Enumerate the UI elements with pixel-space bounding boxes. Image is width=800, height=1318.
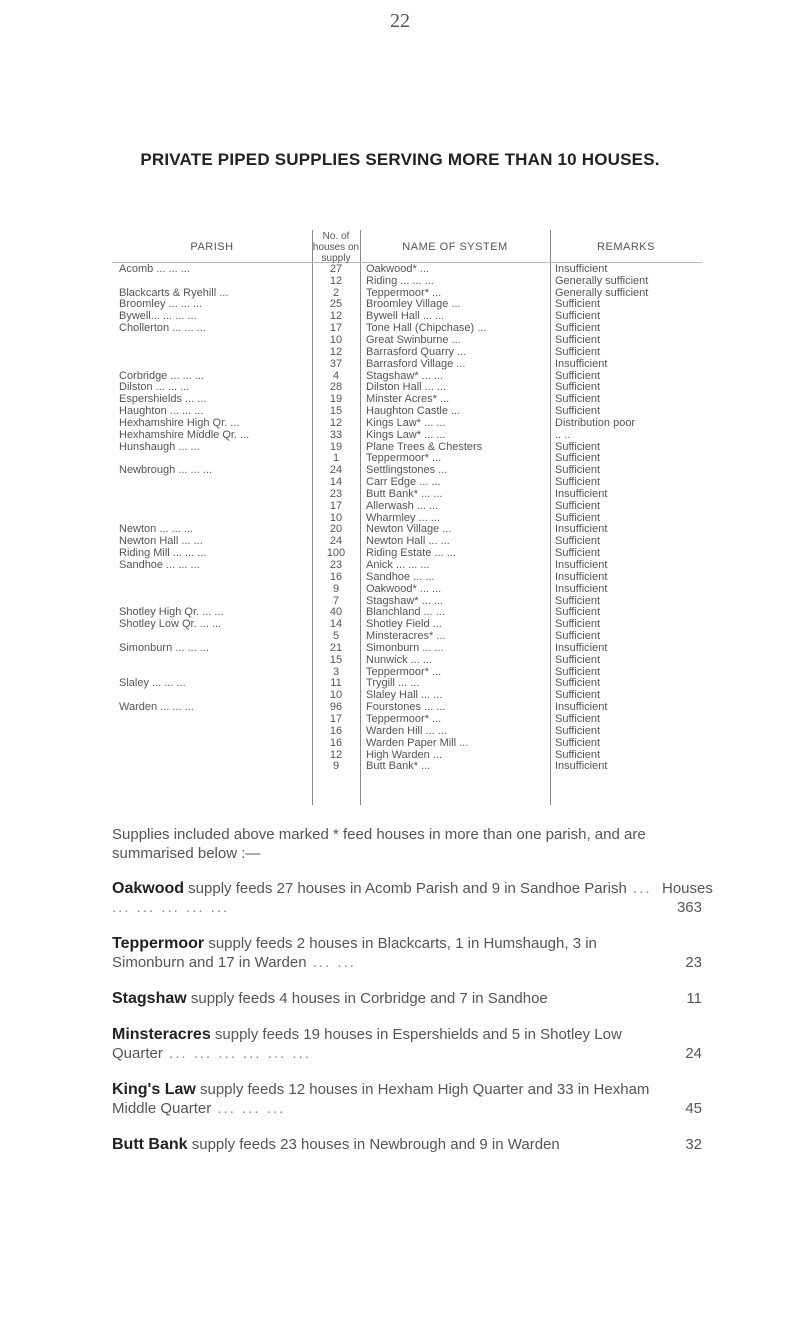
table-row (112, 701, 702, 713)
table-row (112, 725, 702, 737)
parish-cell: Bywell... ... ... ... (119, 310, 197, 323)
summary-item (112, 1025, 702, 1063)
houses-cell: 17 (329, 322, 343, 335)
remarks-cell: Sufficient (555, 547, 601, 560)
supply-description: supply feeds 23 houses in Newbrough and 9 in Warden (187, 1136, 560, 1153)
houses-total (662, 953, 702, 972)
summary-text (112, 989, 652, 1008)
houses-cell: 96 (329, 701, 343, 714)
table-row (112, 346, 702, 358)
supply-name: Oakwood (112, 880, 185, 897)
table-row (112, 453, 702, 465)
summary-text (112, 879, 652, 917)
remarks-cell: Sufficient (555, 724, 601, 737)
table-row (112, 476, 702, 488)
houses-cell: 37 (329, 357, 343, 370)
parish-cell: Warden ... ... ... (119, 701, 194, 714)
supply-name: Stagshaw (112, 990, 187, 1007)
houses-cell: 40 (329, 606, 343, 619)
remarks-cell: Sufficient (555, 393, 601, 406)
summary-item (112, 934, 702, 972)
houses-cell: 15 (329, 405, 343, 418)
houses-cell: 1 (332, 452, 340, 465)
houses-cell: 25 (329, 298, 343, 311)
supplies-table (112, 232, 702, 772)
system-cell: Barrasford Village ... (366, 357, 466, 370)
houses-cell: 17 (329, 499, 343, 512)
remarks-cell: Insufficient (555, 760, 608, 773)
supply-name: Butt Bank (112, 1136, 188, 1153)
parish-cell: Hexhamshire Middle Qr. ... (119, 428, 250, 441)
table-row (112, 642, 702, 654)
houses-total (662, 879, 713, 917)
remarks-cell: Insufficient (555, 262, 608, 275)
table-row (112, 666, 702, 678)
system-cell: Dilston Hall ... ... (366, 381, 447, 394)
houses-cell: 16 (329, 724, 343, 737)
remarks-cell: Sufficient (555, 606, 601, 619)
houses-total (662, 1044, 702, 1063)
table-row (112, 441, 702, 453)
summary-item (112, 879, 713, 917)
houses-total (662, 1135, 702, 1154)
houses-cell: 24 (329, 464, 343, 477)
houses-cell: 9 (332, 582, 340, 595)
table-row (112, 535, 702, 547)
system-cell: Settlingstones ... (366, 464, 448, 477)
header-system: NAME OF SYSTEM (402, 241, 508, 253)
summary-notes (112, 825, 713, 1171)
houses-cell: 2 (332, 286, 340, 299)
system-cell: Warden Hill ... ... (366, 724, 447, 737)
houses-value: 11 (686, 990, 702, 1007)
supply-name: King's Law (112, 1081, 196, 1098)
remarks-cell: Insufficient (555, 357, 608, 370)
parish-cell: Riding Mill ... ... ... (119, 547, 207, 560)
leader-dots: ... ... (306, 954, 356, 971)
table-row (112, 749, 702, 761)
remarks-cell: Sufficient (555, 630, 601, 643)
system-cell: Simonburn ... ... (366, 641, 444, 654)
houses-cell: 27 (329, 262, 343, 275)
table-row (112, 488, 702, 500)
system-cell: Teppermoor* ... (366, 452, 442, 465)
houses-cell: 10 (329, 333, 343, 346)
parish-cell: Chollerton ... ... ... (119, 322, 206, 335)
system-cell: Kings Law* ... ... (366, 416, 446, 429)
parish-cell: Shotley High Qr. ... ... (119, 606, 224, 619)
system-cell: Newton Village ... (366, 523, 452, 536)
supply-description: supply feeds 19 houses in Espershields and 5 in Shotley Low Quarter (112, 1026, 622, 1062)
table-row (112, 618, 702, 630)
remarks-cell: Sufficient (555, 748, 601, 761)
system-cell: Sandhoe ... ... (366, 570, 435, 583)
parish-cell: Simonburn ... ... ... (119, 641, 209, 654)
remarks-cell: Sufficient (555, 712, 601, 725)
table-row (112, 630, 702, 642)
table-row (112, 559, 702, 571)
houses-total (662, 989, 702, 1008)
summary-item (112, 1135, 702, 1154)
parish-cell: Dilston ... ... ... (119, 381, 190, 394)
houses-cell: 21 (329, 641, 343, 654)
system-cell: Trygill ... ... (366, 677, 420, 690)
table-row (112, 393, 702, 405)
remarks-cell: Sufficient (555, 677, 601, 690)
parish-cell: Newbrough ... ... ... (119, 464, 212, 477)
houses-cell: 12 (329, 416, 343, 429)
header-parish: PARISH (190, 241, 234, 253)
parish-cell: Blackcarts & Ryehill ... (119, 286, 229, 299)
remarks-cell: Sufficient (555, 333, 601, 346)
system-cell: Teppermoor* ... (366, 665, 442, 678)
system-cell: Minsteracres* ... (366, 630, 446, 643)
houses-cell: 12 (329, 274, 343, 287)
system-cell: Anick ... ... ... (366, 559, 430, 572)
parish-cell: Slaley ... ... ... (119, 677, 186, 690)
table-row (112, 595, 702, 607)
remarks-cell: Sufficient (555, 665, 601, 678)
leader-dots: ... ... ... ... ... ... (112, 880, 652, 916)
houses-cell: 17 (329, 712, 343, 725)
summary-text (112, 1025, 652, 1063)
houses-value: 363 (676, 899, 702, 916)
table-row (112, 512, 702, 524)
table-row (112, 713, 702, 725)
parish-cell: Corbridge ... ... ... (119, 369, 204, 382)
table-row (112, 370, 702, 382)
parish-cell: Broomley ... ... ... (119, 298, 203, 311)
houses-cell: 12 (329, 310, 343, 323)
remarks-cell: Sufficient (555, 405, 601, 418)
remarks-cell: Insufficient (555, 559, 608, 572)
table-row (112, 583, 702, 595)
table-row (112, 654, 702, 666)
houses-cell: 3 (332, 665, 340, 678)
houses-total (662, 1099, 702, 1118)
remarks-cell: Sufficient (555, 689, 601, 702)
system-cell: Oakwood* ... ... (366, 582, 442, 595)
remarks-cell: Sufficient (555, 464, 601, 477)
table-row (112, 334, 702, 346)
houses-label: Houses (662, 880, 713, 897)
parish-cell: Newton ... ... ... (119, 523, 193, 536)
remarks-cell: Sufficient (555, 369, 601, 382)
remarks-cell: Sufficient (555, 381, 601, 394)
system-cell: Teppermoor* ... (366, 712, 442, 725)
remarks-cell: Insufficient (555, 570, 608, 583)
table-row (112, 322, 702, 334)
remarks-cell: Sufficient (555, 499, 601, 512)
system-cell: Teppermoor* ... (366, 286, 442, 299)
remarks-cell: Sufficient (555, 345, 601, 358)
system-cell: Wharmley ... ... (366, 511, 440, 524)
remarks-cell: Sufficient (555, 736, 601, 749)
houses-cell: 14 (329, 618, 343, 631)
table-row (112, 500, 702, 512)
houses-cell: 28 (329, 381, 343, 394)
houses-cell: 16 (329, 736, 343, 749)
leader-dots: ... ... ... ... ... ... (162, 1045, 311, 1062)
summary-text (112, 934, 652, 972)
remarks-cell: .. .. (555, 428, 571, 441)
header-remarks: REMARKS (597, 241, 655, 253)
table-row (112, 263, 702, 275)
houses-cell: 12 (329, 748, 343, 761)
system-cell: Allerwash ... ... (366, 499, 439, 512)
remarks-cell: Sufficient (555, 322, 601, 335)
system-cell: Riding Estate ... ... (366, 547, 456, 560)
system-cell: Butt Bank* ... (366, 760, 431, 773)
summary-item (112, 989, 702, 1008)
table-row (112, 760, 702, 772)
houses-cell: 19 (329, 440, 343, 453)
supply-description: supply feeds 4 houses in Corbridge and 7 in Sandhoe (186, 990, 548, 1007)
table-row (112, 417, 702, 429)
system-cell: Slaley Hall ... ... (366, 689, 443, 702)
houses-cell: 5 (332, 630, 340, 643)
page-title: PRIVATE PIPED SUPPLIES SERVING MORE THAN 10 HOUSES. (140, 150, 660, 169)
table-row (112, 737, 702, 749)
header-houses: No. of houses on supply (312, 230, 360, 264)
supply-name: Teppermoor (112, 935, 205, 952)
summary-list (112, 879, 713, 1154)
houses-cell: 33 (329, 428, 343, 441)
parish-cell: Hexhamshire High Qr. ... (119, 416, 240, 429)
remarks-cell: Sufficient (555, 653, 601, 666)
system-cell: Tone Hall (Chipchase) ... (366, 322, 487, 335)
remarks-cell: Sufficient (555, 310, 601, 323)
remarks-cell: Distribution poor (555, 416, 636, 429)
remarks-cell: Insufficient (555, 582, 608, 595)
table-row (112, 287, 702, 299)
supply-description: supply feeds 2 houses in Blackcarts, 1 in Humshaugh, 3 in Simonburn and 17 in Warden (112, 935, 597, 971)
system-cell: Stagshaw* ... ... (366, 594, 444, 607)
houses-cell: 14 (329, 476, 343, 489)
table-row (112, 678, 702, 690)
houses-cell: 10 (329, 511, 343, 524)
system-cell: Newton Hall ... ... (366, 535, 450, 548)
table-row (112, 547, 702, 559)
table-header (112, 232, 702, 263)
parish-cell: Hunshaugh ... ... (119, 440, 200, 453)
houses-cell: 16 (329, 570, 343, 583)
parish-cell: Sandhoe ... ... ... (119, 559, 200, 572)
houses-cell: 12 (329, 345, 343, 358)
parish-cell: Shotley Low Qr. ... ... (119, 618, 222, 631)
houses-cell: 23 (329, 487, 343, 500)
remarks-cell: Sufficient (555, 440, 601, 453)
system-cell: High Warden ... (366, 748, 443, 761)
houses-cell: 11 (330, 677, 342, 690)
leader-dots: ... ... ... (211, 1100, 286, 1117)
system-cell: Minster Acres* ... (366, 393, 450, 406)
remarks-cell: Insufficient (555, 701, 608, 714)
supply-description: supply feeds 27 houses in Acomb Parish and 9 in Sandhoe Parish (184, 880, 627, 897)
table-row (112, 429, 702, 441)
houses-cell: 7 (332, 594, 340, 607)
summary-text (112, 1135, 652, 1154)
houses-cell: 15 (329, 653, 343, 666)
system-cell: Bywell Hall ... ... (366, 310, 445, 323)
system-cell: Barrasford Quarry ... (366, 345, 467, 358)
summary-item (112, 1080, 702, 1118)
table-row (112, 299, 702, 311)
system-cell: Broomley Village ... (366, 298, 461, 311)
houses-cell: 23 (329, 559, 343, 572)
remarks-cell: Sufficient (555, 452, 601, 465)
table-row (112, 689, 702, 701)
table-row (112, 275, 702, 287)
system-cell: Plane Trees & Chesters (366, 440, 483, 453)
remarks-cell: Sufficient (555, 535, 601, 548)
houses-value: 24 (685, 1045, 702, 1062)
houses-value: 45 (685, 1100, 702, 1117)
houses-cell: 24 (329, 535, 343, 548)
parish-cell: Newton Hall ... ... (119, 535, 203, 548)
houses-cell: 10 (329, 689, 343, 702)
page-number: 22 (390, 10, 410, 32)
remarks-cell: Insufficient (555, 641, 608, 654)
system-cell: Carr Edge ... ... (366, 476, 441, 489)
supply-description: supply feeds 12 houses in Hexham High Quarter and 33 in Hexham Middle Quarter (112, 1081, 650, 1117)
system-cell: Kings Law* ... ... (366, 428, 446, 441)
table-row (112, 381, 702, 393)
system-cell: Oakwood* ... (366, 262, 429, 275)
summary-intro: Supplies included above marked * feed houses in more than one parish, and are summarised below :— (112, 826, 646, 862)
parish-cell: Espershields ... ... (119, 393, 207, 406)
system-cell: Nunwick ... ... (366, 653, 433, 666)
system-cell: Shotley Field ... (366, 618, 442, 631)
houses-cell: 4 (332, 369, 340, 382)
system-cell: Stagshaw* ... ... (366, 369, 444, 382)
system-cell: Riding ... ... ... (366, 274, 434, 287)
system-cell: Blanchland ... ... (366, 606, 445, 619)
table-row (112, 571, 702, 583)
remarks-cell: Sufficient (555, 298, 601, 311)
system-cell: Haughton Castle ... (366, 405, 461, 418)
remarks-cell: Sufficient (555, 618, 601, 631)
houses-cell: 20 (329, 523, 343, 536)
remarks-cell: Generally sufficient (555, 286, 649, 299)
table-row (112, 358, 702, 370)
remarks-cell: Generally sufficient (555, 274, 649, 287)
table-row (112, 606, 702, 618)
system-cell: Butt Bank* ... ... (366, 487, 443, 500)
parish-cell: Haughton ... ... ... (119, 405, 204, 418)
houses-cell: 100 (326, 547, 346, 560)
remarks-cell: Insufficient (555, 523, 608, 536)
remarks-cell: Sufficient (555, 476, 601, 489)
table-row (112, 310, 702, 322)
houses-cell: 19 (329, 393, 343, 406)
table-row (112, 524, 702, 536)
table-row (112, 464, 702, 476)
table-body (112, 263, 702, 772)
houses-cell: 9 (332, 760, 340, 773)
remarks-cell: Sufficient (555, 511, 601, 524)
system-cell: Great Swinburne ... (366, 333, 461, 346)
supply-name: Minsteracres (112, 1026, 211, 1043)
houses-value: 23 (685, 954, 702, 971)
system-cell: Warden Paper Mill ... (366, 736, 469, 749)
remarks-cell: Sufficient (555, 594, 601, 607)
parish-cell: Acomb ... ... ... (119, 262, 190, 275)
table-row (112, 405, 702, 417)
houses-value: 32 (685, 1136, 702, 1153)
system-cell: Fourstones ... ... (366, 701, 446, 714)
summary-text (112, 1080, 652, 1118)
remarks-cell: Insufficient (555, 487, 608, 500)
